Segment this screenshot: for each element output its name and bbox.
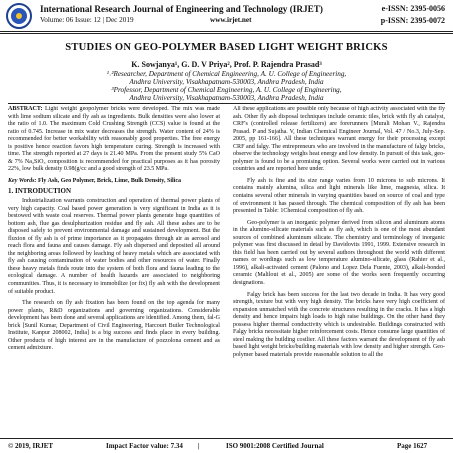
body-paragraph: All these applications are possible only because of high activity associated with the fly ash. Other fly ash disposal techniques include ceramic tiles, brick with fly ah catalyst, CRF's (controlled release fertilizers) are forerunners [Murali Mohan V., Rajendra Prasad. P and Sujatha. V, Indian Chemical Engineer Journal, Vol. 47 / No.3, July-Sep. 2005, pp 161-166]. All these techniques warrant energy for their processing except CRF and falgy. The entrepreneurs who are involved in the manufacture of falgy bricks, observe the technology weighs heat energy and low density. In pursuit of this task, geo-polymer is found to be a promising option. Several works were carried out in various countries and are reported here under.	[233, 106, 445, 173]
abstract-paragraph	[8, 106, 220, 174]
abstract-label: ABSTRACT:	[8, 106, 43, 112]
irjet-logo	[6, 3, 32, 29]
keywords-label: Key Words:	[8, 177, 37, 184]
title-divider	[8, 103, 445, 104]
page-footer	[0, 440, 453, 452]
header-divider-secondary	[0, 33, 453, 34]
p-issn: p-ISSN: 2395-0072	[380, 16, 445, 25]
body-paragraph: Fly ash is fine and its size range varies from 10 microns to sub microns. It contains mainly alumina, silica and light minerals like lime, magnesia, silica. It contains several other minerals in varying quantities based on source of coal and type of environment it has passed through. The chemical composition of fly ash has been presented in Table: 1Chemical composition of fly ash.	[233, 177, 445, 215]
footer-divider	[0, 438, 453, 439]
body-paragraph: Geo-polymer is an inorganic polymer derived from silicon and aluminum atoms in the alumino-silicate materials such as fly ash, which is one of the most abundant sources of combined aluminum silicate. The chemistry and terminology of inorganic polymer was first discussed in detail by Davidovits 1991, 1999. Extensive research in this field has been carried out by several authors throughout the world with different names or wordings such as low temperature alumino-silicate, glass (Rahier et al., 1996), alkali-activated cement (Palono and Lopez Dela Fuente, 2003), alkali-bonded ceramic (Malilout et al., 2005) are some of the works seen frequently occurring designations.	[233, 219, 445, 287]
journal-url[interactable]: www.irjet.net	[210, 16, 252, 24]
header-divider	[0, 31, 453, 32]
journal-volume: Volume: 06 Issue: 12 | Dec 2019	[40, 16, 134, 24]
footer-impact-factor: Impact Factor value: 7.34	[106, 442, 183, 450]
journal-header	[0, 0, 453, 33]
section-heading-introduction: 1. INTRODUCTION	[8, 187, 72, 196]
paper-title: STUDIES ON GEO-POLYMER BASED LIGHT WEIGHT BRICKS	[65, 42, 388, 53]
footer-page-number: Page 1627	[397, 442, 428, 450]
left-column	[8, 106, 220, 440]
keywords-paragraph	[8, 178, 220, 186]
footer-copyright: © 2019, IRJET	[8, 442, 54, 450]
keywords-text: Fly Ash, Geo Polymer, Brick, Lime, Bulk Density, Silica	[38, 177, 182, 184]
footer-separator: |	[198, 442, 200, 450]
intro-paragraph: Industrialization warrants construction and operation of thermal power plants of very high capacity. Coal based power generation is very significant in India as it is bestowed with waste coal reserves. Thermal power plants generate huge quantities of bottom ash, flue gas desulphurization residue and fly ash. All these ashes are to be disposed safely to prevent environmental damage and sustained development. But the fluxion of fly ash is of prime importance as it propagates through air as aerosol and reach flora and fauna and causes damage. Fly ash dispersed and deposited all around the neighboring areas followed by leaching of heavy metals which are associated with fly ash causing contamination of water bodies and other resources of water. Finally these heavy metals finds route into the system of both flora and fauna leading to the ecological damage. A number of health hazards are associated to neighboring communities. Thus, it is necessary to immobilize (or fix) fly ash with the development of suitable product.	[8, 198, 220, 295]
affiliation-line: Andhra University, Visakhapatnam-530003, Andhra Pradesh, India	[129, 94, 324, 102]
affiliation-line: ¹˒²Researcher, Department of Chemical Engineering, A. U. College of Engineering,	[106, 70, 347, 78]
affiliation-line: Andhra University, Visakhapatnam-530003, Andhra Pradesh, India	[129, 78, 324, 86]
right-column	[233, 106, 445, 440]
paper-authors: K. Sowjanya¹, G. D. V Priya², Prof. P. Rajendra Prasad³	[131, 60, 322, 69]
affiliation-line: ³Professor, Department of Chemical Engineering, A. U. College of Engineering,	[111, 86, 342, 94]
journal-name: International Research Journal of Engineering and Technology (IRJET)	[40, 4, 323, 14]
body-paragraph: Falgy brick has been success for the last two decade in India. It has very good strength, texture but with very high density. The bricks have very high coefficient of expansion unmatched with the concrete structures resulting in the cracks. It has a high density and hence impairs high loads to high raise buildings. On the other hand they possess higher thermal conductivity which is undesirable. Buildings constructed with Falgy bricks necessitate higher reinforcement costs. Hence consume large quantities of steel making the building costlier. All these factors warrant the development of fly ash based light weight bricks/building materials with low density and higher strength. Geo-polymer based materials provide reasonable solution to all the	[233, 291, 445, 358]
footer-iso: ISO 9001:2008 Certified Journal	[226, 442, 324, 450]
abstract-text: Light weight geopolymer bricks were developed. The mix was made with lime sodium silicate and fly ash as ingredients. Bulk densities were also lower at the ratio of 1.0. The maximum Cold Crushing Strength (CCS) value is found at the ratio of 0.745. Increase in mix water decreases the strength. Water content of 24% is recommended for better workability with reasonably good properties. The free energy is positive hence reaction favors high temperature curing. Strength is increased with time. The strength reported at 27 days is 21.40 MPa. From the present study 5% CaO & 7% Na₂SiO₃ composition is recommended for practical purposes as it has porosity 22%, low bulk density 0.98(g/cc and a good strength of 23.5 MPa.	[8, 106, 220, 173]
intro-paragraph: The research on fly ash fixation has been found on the top agenda for many power plants, R&D organizations and governing organizations. Considerable development has been done and several applications are identified. Among them, fal-G brick [Sunil Kumar, Department of Civil Engineering, Harcourt Butler Technological Institute, Kanpur 208002, India] is a big success and finds place in every building. Other products of high interest are in the manufacture of pozzolona cement and as cement admixture.	[8, 300, 220, 352]
e-issn: e-ISSN: 2395-0056	[381, 4, 445, 13]
